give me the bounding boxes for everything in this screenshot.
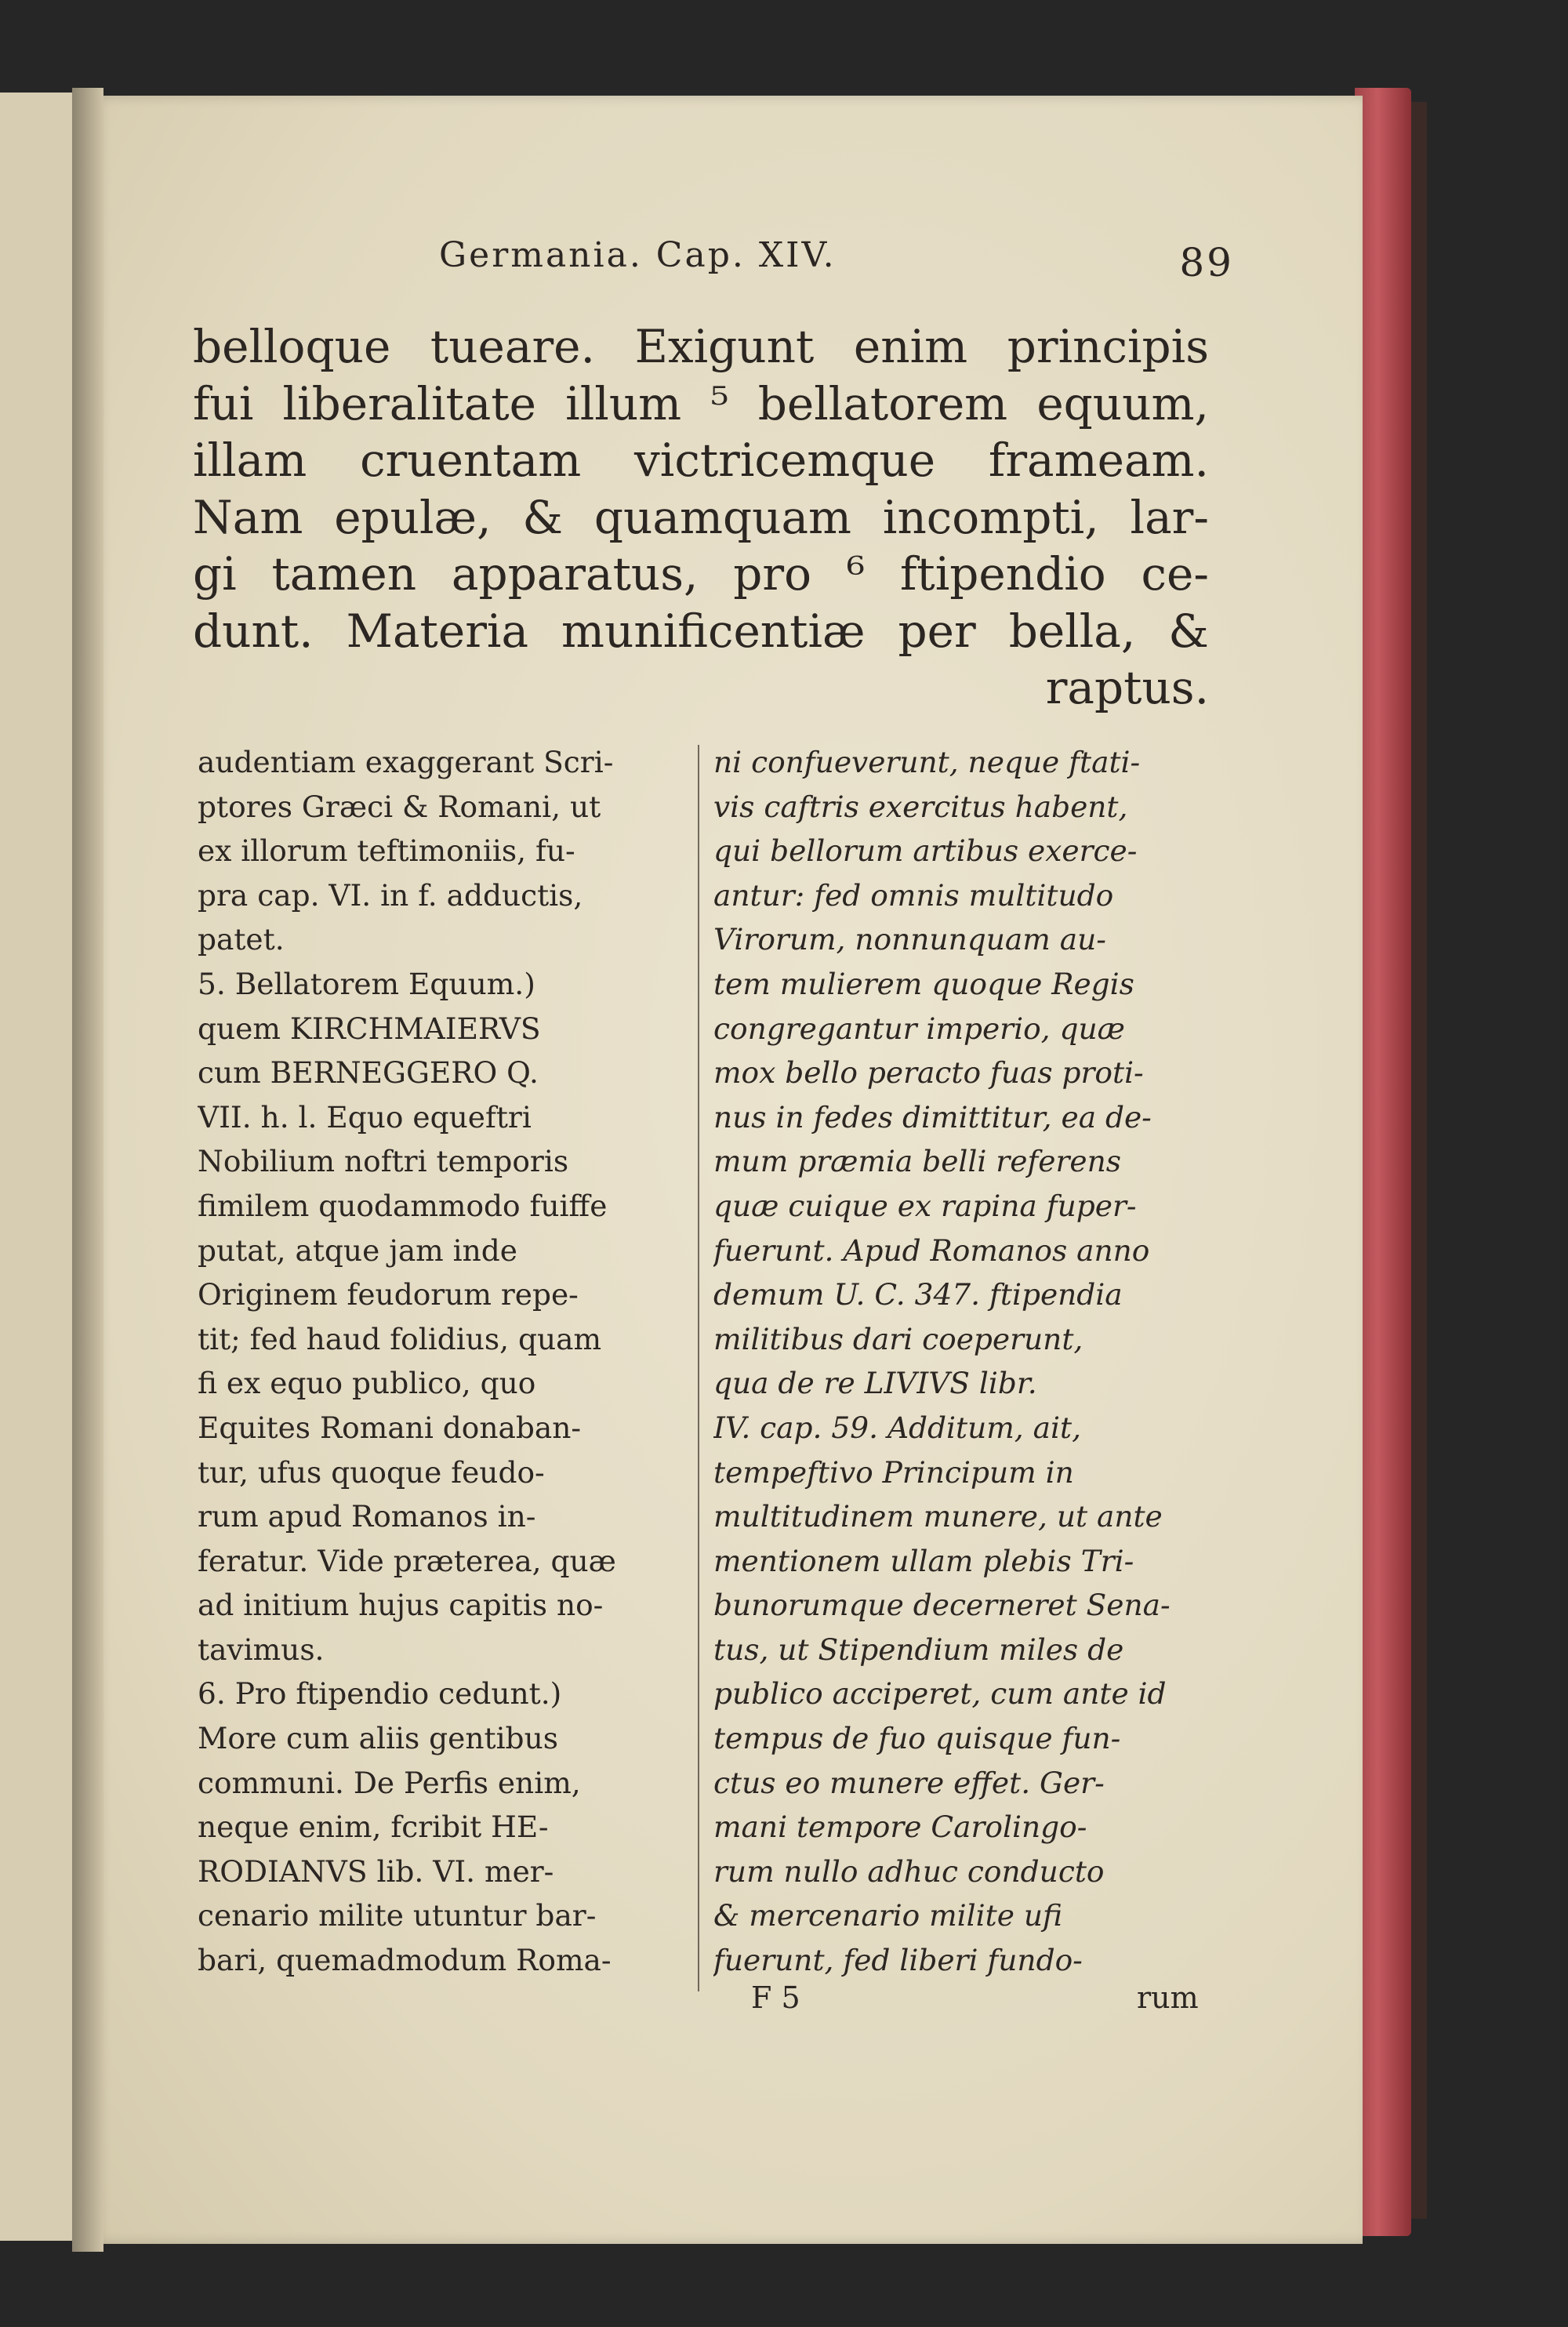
word: & <box>522 490 564 544</box>
word: gi <box>193 547 237 601</box>
footnote-line-right: nus in fedes dimittitur, ea de- <box>713 1099 1152 1134</box>
word: Exigunt <box>634 320 815 373</box>
text-line <box>193 318 1209 376</box>
text-line <box>193 659 1209 717</box>
footnote-line-left: tit; fed haud folidius, quam <box>198 1321 602 1356</box>
footnote-line-right: ctus eo munere effet. Ger- <box>713 1765 1105 1800</box>
footnote-line-right: publico acciperet, cum ante id <box>713 1676 1167 1712</box>
footnotes-right-column <box>713 740 1215 1983</box>
word: cruentam <box>360 434 582 487</box>
text-line <box>193 489 1209 546</box>
footnote-line-left: Nobilium noftri temporis <box>198 1144 569 1179</box>
running-title: Germania. Cap. XIV. <box>439 235 837 275</box>
word: per <box>898 604 976 658</box>
word: dunt. <box>193 604 314 658</box>
footnote-line-right: IV. cap. 59. Additum, ait, <box>713 1410 1081 1445</box>
word: lar- <box>1130 490 1209 544</box>
footnote-line-right: antur: fed omnis multitudo <box>713 877 1114 913</box>
footnote-line-left: More cum aliis gentibus <box>198 1721 558 1756</box>
word: principis <box>1007 320 1209 373</box>
footnote-line-left: bari, quemadmodum Roma- <box>198 1943 612 1978</box>
footnotes-left-column <box>198 740 691 1983</box>
word: liberalitate <box>282 376 537 430</box>
footnote-line-right: & mercenario milite ufi <box>713 1898 1062 1933</box>
word: ce- <box>1141 547 1209 601</box>
footnote-line-left: ex illorum teftimoniis, fu- <box>198 833 575 869</box>
word: quamquam <box>593 490 852 544</box>
footnote-line-right: mox bello peracto fuas proti- <box>713 1055 1144 1091</box>
footnote-line-left: ad initium hujus capitis no- <box>198 1588 604 1623</box>
word: raptus. <box>1045 661 1209 714</box>
footnote-line-right: bunorumque decerneret Sena- <box>713 1588 1171 1623</box>
footnote-line-right: mani tempore Carolingo- <box>713 1810 1087 1845</box>
footnote-line-left: RODIANVS lib. VI. mer- <box>198 1853 554 1889</box>
footnote-line-left: patet. <box>198 922 285 957</box>
footnote-line-left: quem KIRCHMAIERVS <box>198 1011 541 1046</box>
footnote-line-left: putat, atque jam inde <box>198 1232 517 1268</box>
word: incompti, <box>882 490 1099 544</box>
footnote-line-left: 6. Pro ftipendio cedunt.) <box>198 1676 562 1712</box>
word: enim <box>853 320 968 373</box>
footnote-line-left: fi ex equo publico, quo <box>198 1366 536 1401</box>
footnote-line-left: audentiam exaggerant Scri- <box>198 745 614 779</box>
signature-mark: F 5 <box>751 1980 800 2015</box>
word: ⁶ <box>846 547 866 601</box>
footnote-line-right: qua de re LIVIVS libr. <box>713 1366 1037 1401</box>
footnote-line-left: feratur. Vide præterea, quæ <box>198 1543 616 1578</box>
catchword: rum <box>1137 1980 1199 2015</box>
footnote-line-left: VII. h. l. Equo equeftri <box>198 1099 532 1134</box>
footnote-line-left: cenario milite utuntur bar- <box>198 1898 597 1933</box>
word: epulæ, <box>334 490 492 544</box>
footnote-line-right: militibus dari coeperunt, <box>713 1321 1083 1356</box>
footnote-line-right: fuerunt, fed liberi fundo- <box>713 1943 1083 1978</box>
footnote-line-right: rum nullo adhuc conducto <box>713 1853 1105 1889</box>
word: illam <box>193 434 307 487</box>
footnote-line-left: Equites Romani donaban- <box>198 1410 582 1445</box>
footnote-line-right: qui bellorum artibus exerce- <box>713 833 1138 869</box>
word: ⁵ <box>710 376 729 430</box>
text-line <box>193 432 1209 489</box>
red-page-edges <box>1355 88 1411 2236</box>
word: apparatus, <box>451 547 699 601</box>
footnote-line-left: communi. De Perfis enim, <box>198 1765 581 1800</box>
footnote-line-right: ni confueverunt, neque ftati- <box>713 745 1141 779</box>
footnote-line-right: tempeftivo Principum in <box>713 1454 1074 1490</box>
word: frameam. <box>988 434 1209 487</box>
footnote-line-right: multitudinem munere, ut ante <box>713 1499 1163 1534</box>
word: bella, <box>1008 604 1136 658</box>
word: pro <box>733 547 812 601</box>
word: & <box>1168 604 1209 658</box>
word: victricemque <box>634 434 936 487</box>
word: illum <box>565 376 682 430</box>
text-line <box>193 376 1209 433</box>
footnote-line-right: Virorum, nonnunquam au- <box>713 922 1106 957</box>
footnotes <box>0 740 1171 2049</box>
footnote-line-right: quæ cuique ex rapina fuper- <box>713 1188 1137 1223</box>
footnote-line-left: neque enim, fcribit HE- <box>198 1810 549 1845</box>
footnote-line-left: pra cap. VI. in f. adductis, <box>198 877 583 913</box>
footnote-line-left: tur, ufus quoque feudo- <box>198 1454 545 1490</box>
column-rule <box>698 745 699 1991</box>
text-line <box>193 603 1209 660</box>
footnote-line-right: fuerunt. Apud Romanos anno <box>713 1232 1150 1268</box>
page-number: 89 <box>1179 240 1234 285</box>
word: fui <box>193 376 254 430</box>
word: belloque <box>193 320 391 373</box>
word: Materia <box>346 604 529 658</box>
footnote-line-left: fimilem quodammodo fuiffe <box>198 1188 608 1223</box>
footnote-line-left: cum BERNEGGERO Q. <box>198 1055 539 1091</box>
footnote-line-right: demum U. C. 347. ftipendia <box>713 1277 1123 1312</box>
word: equum, <box>1036 376 1209 430</box>
word: tamen <box>271 547 417 601</box>
footnote-line-left: 5. Bellatorem Equum.) <box>198 966 535 1001</box>
footnote-line-right: congregantur imperio, quæ <box>713 1011 1125 1046</box>
word: tueare. <box>430 320 595 373</box>
word: munificentiæ <box>561 604 866 658</box>
footnote-line-left: ptores Græci & Romani, ut <box>198 789 601 824</box>
footnote-line-left: rum apud Romanos in- <box>198 1499 536 1534</box>
footnote-line-left: tavimus. <box>198 1632 325 1667</box>
word: bellatorem <box>757 376 1008 430</box>
footnote-line-right: mum præmia belli referens <box>713 1144 1122 1179</box>
footnote-line-right: tus, ut Stipendium miles de <box>713 1632 1124 1667</box>
main-text-block <box>193 318 1209 717</box>
footnote-line-right: vis caftris exercitus habent, <box>713 789 1128 824</box>
footnote-line-right: tempus de fuo quisque fun- <box>713 1721 1121 1756</box>
footnote-line-right: mentionem ullam plebis Tri- <box>713 1543 1134 1578</box>
footnote-line-left: Originem feudorum repe- <box>198 1277 579 1312</box>
running-header <box>439 235 1234 285</box>
word: Nam <box>193 490 303 544</box>
text-line <box>193 546 1209 603</box>
footnote-line-right: tem mulierem quoque Regis <box>713 966 1134 1001</box>
word: ftipendio <box>899 547 1106 601</box>
